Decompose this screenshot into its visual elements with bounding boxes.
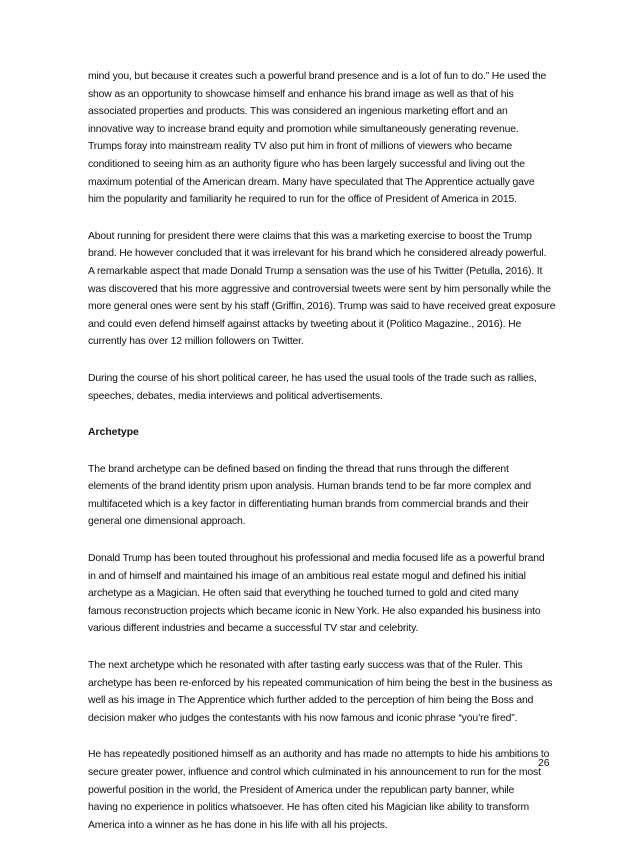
text-line: He has repeatedly positioned himself as an authority and has made no attempts to hide his ambitions to — [88, 749, 550, 761]
page-number: 26 — [538, 758, 550, 769]
text-line: currently has over 12 million followers on Twitter. — [88, 336, 304, 348]
text-line: archetype as a Magician. He often said that everything he touched turned to gold and cited many — [88, 588, 519, 600]
text-line: A remarkable aspect that made Donald Trump a sensation was the use of his Twitter (Petulla, 2016). It — [88, 265, 543, 277]
text-line: brand. He however concluded that it was irrelevant for his brand which he considered already powerful. — [88, 248, 547, 260]
text-line: mind you, but because it creates such a powerful brand presence and is a lot of fun to do.” He used the — [88, 71, 547, 82]
paragraph-magician-archetype — [88, 550, 562, 638]
text-line: secure greater power, influence and control which culminated in his announcement to run for the most — [88, 767, 541, 778]
text-line: associated properties and products. This was considered an ingenious marketing effort and an — [88, 106, 508, 118]
text-line: The next archetype which he resonated with after tasting early success was that of the Ruler. This — [88, 660, 523, 672]
paragraph-twitter — [88, 228, 562, 351]
text-line: About running for president there were claims that this was a marketing exercise to boost the Trump — [88, 230, 532, 242]
paragraph-archetype-definition — [88, 461, 562, 531]
text-line: conditioned to seeing him as an authority figure who has been largely successful and living out the — [88, 158, 525, 170]
paragraph-political-tools — [88, 370, 562, 405]
text-line: various different industries and became a successful TV star and celebrity. — [88, 623, 419, 635]
text-line: more general ones were sent by his staff (Griffin, 2016). Trump was said to have received great exposure — [88, 301, 556, 313]
text-line: The brand archetype can be defined based on finding the thread that runs through the different — [88, 463, 509, 475]
text-line: During the course of his short political career, he has used the usual tools of the trade such as rallies, — [88, 372, 537, 384]
text-line: and could even defend himself against attacks by tweeting about it (Politico Magazine., 2016). He — [88, 318, 522, 330]
section-heading-archetype: Archetype — [88, 427, 139, 439]
paragraph-authority — [88, 746, 562, 834]
text-line: innovative way to increase brand equity and promotion while simultaneously generating revenue. — [88, 123, 519, 135]
text-line: archetype has been re-enforced by his repeated communication of him being the best in the business as — [88, 677, 553, 689]
text-line: him the popularity and familiarity he required to run for the office of President of America in 2015. — [88, 194, 517, 206]
text-line: elements of the brand identity prism upon analysis. Human brands tend to be far more complex and — [88, 481, 532, 493]
page-body — [88, 68, 562, 853]
text-line: in and of himself and maintained his image of an ambitious real estate mogul and defined his initial — [88, 570, 526, 582]
text-line: having no experience in politics whatsoever. He has often cited his Magician like ability to transform — [88, 802, 529, 814]
text-line: speeches, debates, media interviews and political advertisements. — [88, 390, 383, 402]
text-line: famous reconstruction projects which became iconic in New York. He also expanded his business into — [88, 605, 541, 617]
text-line: Trumps foray into mainstream reality TV also put him in front of millions of viewers who became — [88, 141, 513, 153]
text-line: general one dimensional approach. — [88, 516, 246, 528]
text-line: multifaceted which is a key factor in differentiating human brands from commercial brands and their — [88, 498, 529, 510]
text-line: powerful position in the world, the President of America under the republican party banner, while — [88, 784, 515, 796]
text-line: well as his image in The Apprentice which further added to the perception of him being the Boss and — [88, 695, 534, 707]
text-line: maximum potential of the American dream. Many have speculated that The Apprentice actually gave — [88, 176, 535, 188]
paragraph-apprentice — [88, 68, 562, 209]
paragraph-ruler-archetype — [88, 657, 562, 727]
text-line: show as an opportunity to showcase himself and enhance his brand image as well as that of his — [88, 88, 514, 100]
text-line: America into a winner as he has done in his life with all his projects. — [88, 819, 388, 831]
text-line: Donald Trump has been touted throughout his professional and media focused life as a powerful brand — [88, 553, 545, 565]
text-line: decision maker who judges the contestants with his now famous and iconic phrase “you’re fired”. — [88, 712, 518, 724]
text-line: was discovered that his more aggressive and controversial tweets were sent by him personally while the — [88, 283, 551, 295]
